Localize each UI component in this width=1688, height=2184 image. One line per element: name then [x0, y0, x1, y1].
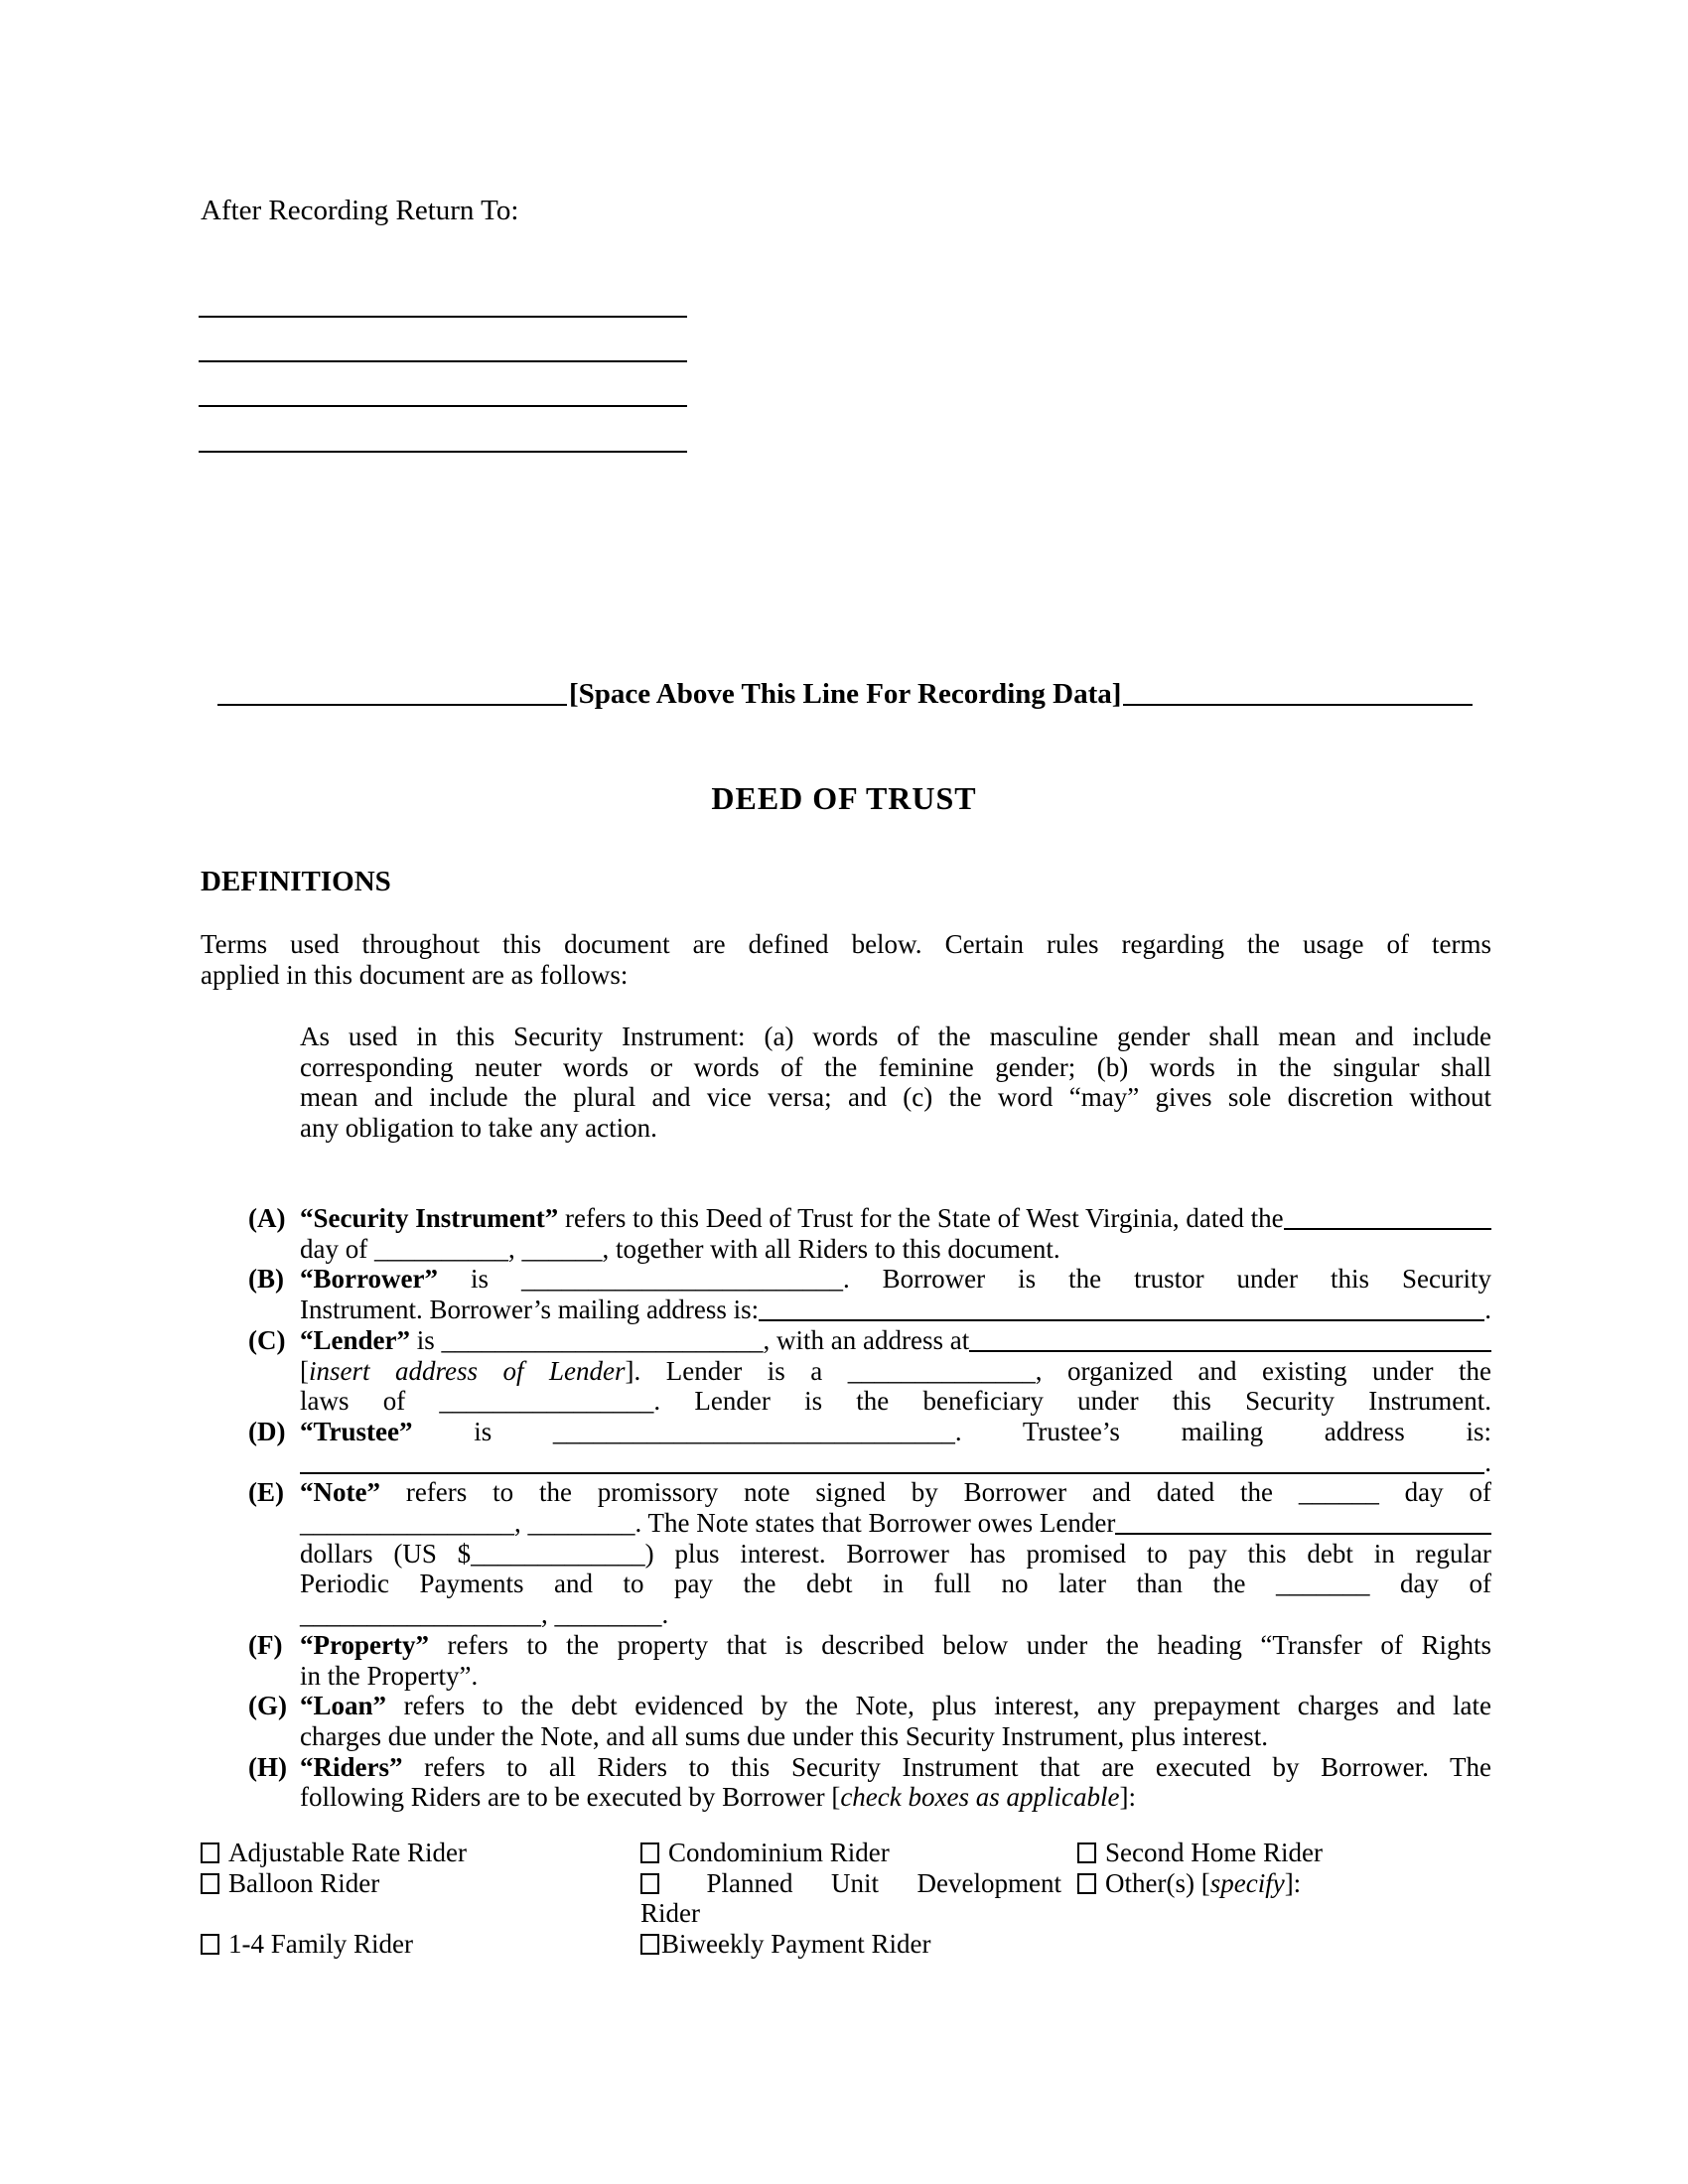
definition-item-e-line: Periodic Payments and to pay the debt in full no later than the _______ day of	[300, 1569, 1491, 1599]
rider-label: Biweekly Payment Rider	[661, 1929, 931, 1960]
item-label: (B)	[248, 1264, 284, 1295]
item-label: (E)	[248, 1477, 284, 1508]
intro-paragraph	[201, 929, 1491, 990]
rider-label: Planned Unit Development	[706, 1867, 1061, 1898]
definition-text: refers to the property that is described below under the heading “Transfer of Rights	[428, 1629, 1491, 1660]
definitions-list	[248, 1203, 1491, 1813]
rider-option	[201, 1868, 628, 1899]
rider-option	[640, 1868, 1061, 1899]
blank-field	[1115, 1508, 1491, 1535]
definition-text: .	[1484, 1295, 1491, 1325]
definition-text: refers to the promissory note signed by Borrower and dated the ______ day of	[379, 1477, 1491, 1508]
definition-text: refers to the debt evidenced by the Note, plus interest, any prepayment charges and late	[386, 1691, 1491, 1721]
definition-text: is ________________________, with an address at	[410, 1324, 970, 1355]
checkbox-icon[interactable]	[640, 1934, 659, 1955]
definition-item-d-line	[300, 1447, 1491, 1478]
definition-text: .	[1484, 1446, 1491, 1477]
rider-label: Balloon Rider	[228, 1867, 380, 1898]
rider-label: Other(s) [	[1105, 1867, 1210, 1898]
blank-field	[1123, 679, 1473, 706]
checkbox-icon[interactable]	[201, 1843, 219, 1863]
defined-term: “Note”	[300, 1477, 380, 1508]
rider-label: Adjustable Rate Rider	[228, 1838, 467, 1867]
definition-item-h-line	[300, 1782, 1491, 1813]
usage-line: As used in this Security Instrument: (a) words of the masculine gender shall mean and include	[300, 1022, 1491, 1051]
blank-field	[969, 1325, 1491, 1352]
rider-label-continuation: Rider	[640, 1898, 700, 1929]
item-label: (G)	[248, 1691, 287, 1721]
recording-data-separator	[217, 679, 1473, 710]
recording-data-caption: [Space Above This Line For Recording Data]	[569, 678, 1122, 710]
definition-text: Instrument. Borrower’s mailing address is:	[300, 1295, 760, 1325]
blank-field	[300, 1447, 1484, 1474]
defined-term: “Trustee”	[300, 1416, 413, 1446]
item-label: (H)	[248, 1751, 287, 1782]
definition-item-f-line: in the Property”.	[300, 1660, 479, 1691]
riders-column-1	[201, 1838, 628, 1960]
page-title: DEED OF TRUST	[711, 780, 977, 816]
rider-option	[201, 1929, 628, 1960]
rider-label: Condominium Rider	[668, 1838, 890, 1867]
blank-line	[199, 451, 687, 453]
check-boxes-note: check boxes as applicable	[840, 1782, 1120, 1813]
definition-item-c-line: laws of ________________. Lender is the beneficiary under this Security Instrument.	[300, 1386, 1491, 1417]
checkbox-icon[interactable]	[201, 1873, 219, 1894]
rider-option	[640, 1929, 1061, 1960]
defined-term: “Borrower”	[300, 1264, 438, 1295]
definition-text: ________________, ________. The Note states that Borrower owes Lender	[300, 1508, 1116, 1539]
blank-field	[217, 679, 567, 706]
definition-item-e-line: __________________, ________.	[300, 1599, 669, 1630]
blank-field	[1284, 1203, 1491, 1230]
checkbox-icon[interactable]	[640, 1873, 659, 1894]
insert-address-note: insert address of Lender	[309, 1355, 626, 1386]
rider-label: Second Home Rider	[1105, 1838, 1323, 1867]
usage-line: mean and include the plural and vice versa; and (c) the word “may” gives sole discretion without	[300, 1082, 1491, 1113]
rider-option	[201, 1838, 628, 1868]
definition-text: ]. Lender is a ______________, organized and existing under the	[625, 1355, 1491, 1386]
definition-item-e	[248, 1477, 1491, 1508]
intro-line: Terms used throughout this document are defined below. Certain rules regarding the usage of terms	[201, 929, 1491, 959]
definitions-heading: DEFINITIONS	[201, 866, 391, 897]
definition-item-g-line: charges due under the Note, and all sums due under this Security Instrument, plus interest.	[300, 1720, 1269, 1751]
item-label: (A)	[248, 1203, 286, 1233]
defined-term: “Riders”	[300, 1751, 403, 1782]
definition-item-e-line: dollars (US $_____________) plus interest. Borrower has promised to pay this debt in regular	[300, 1538, 1491, 1569]
definition-text: refers to all Riders to this Security Instrument that are executed by Borrower. The	[402, 1751, 1491, 1782]
definition-text: following Riders are to be executed by Borrower [	[300, 1782, 841, 1813]
blank-field	[759, 1295, 1484, 1321]
definition-text: [	[300, 1355, 309, 1386]
blank-line	[199, 405, 687, 407]
rider-option	[1077, 1868, 1494, 1899]
defined-term: “Lender”	[300, 1324, 410, 1355]
riders-column-2	[640, 1838, 1061, 1960]
checkbox-icon[interactable]	[201, 1934, 219, 1955]
definition-item-f	[248, 1629, 1491, 1661]
checkbox-icon[interactable]	[1077, 1873, 1096, 1894]
definition-text: ]:	[1119, 1782, 1136, 1813]
definition-item-b-line	[300, 1295, 1491, 1325]
definition-text: is ________________________. Borrower is the trustor under this Security	[437, 1264, 1491, 1295]
definition-item-a	[248, 1203, 1491, 1234]
defined-term: “Property”	[300, 1629, 429, 1660]
item-label: (C)	[248, 1324, 286, 1355]
checkbox-icon[interactable]	[640, 1843, 659, 1863]
definition-item-c-line	[300, 1356, 1491, 1387]
definition-text: is ______________________________. Trustee’s mailing address is:	[412, 1416, 1491, 1446]
usage-line: any obligation to take any action.	[300, 1113, 657, 1144]
item-label: (F)	[248, 1629, 283, 1660]
blank-line	[199, 360, 687, 362]
rider-option	[1077, 1838, 1494, 1868]
rider-label: ]:	[1284, 1867, 1302, 1898]
rider-label: 1-4 Family Rider	[228, 1929, 413, 1960]
riders-column-3	[1077, 1838, 1494, 1898]
intro-line: applied in this document are as follows:	[201, 959, 629, 990]
definition-item-d	[248, 1416, 1491, 1447]
definition-item-h	[248, 1751, 1491, 1783]
checkbox-icon[interactable]	[1077, 1843, 1096, 1863]
usage-line: corresponding neuter words or words of the feminine gender; (b) words in the singular shall	[300, 1051, 1491, 1082]
item-label: (D)	[248, 1416, 286, 1446]
rider-option	[640, 1838, 1061, 1868]
after-recording-label: After Recording Return To:	[201, 195, 519, 226]
definition-item-b	[248, 1264, 1491, 1295]
specify-note: specify	[1209, 1867, 1285, 1898]
defined-term: “Loan”	[300, 1691, 387, 1721]
definition-item-g	[248, 1691, 1491, 1721]
definition-item-c	[248, 1324, 1491, 1356]
blank-line	[199, 316, 687, 318]
definition-item-e-line	[300, 1508, 1491, 1539]
defined-term: “Security Instrument”	[300, 1203, 559, 1233]
usage-paragraph	[300, 1022, 1491, 1144]
definition-item-a-line: day of __________, ______, together with all Riders to this document.	[300, 1233, 1060, 1264]
definition-text: refers to this Deed of Trust for the State of West Virginia, dated the	[558, 1203, 1284, 1233]
